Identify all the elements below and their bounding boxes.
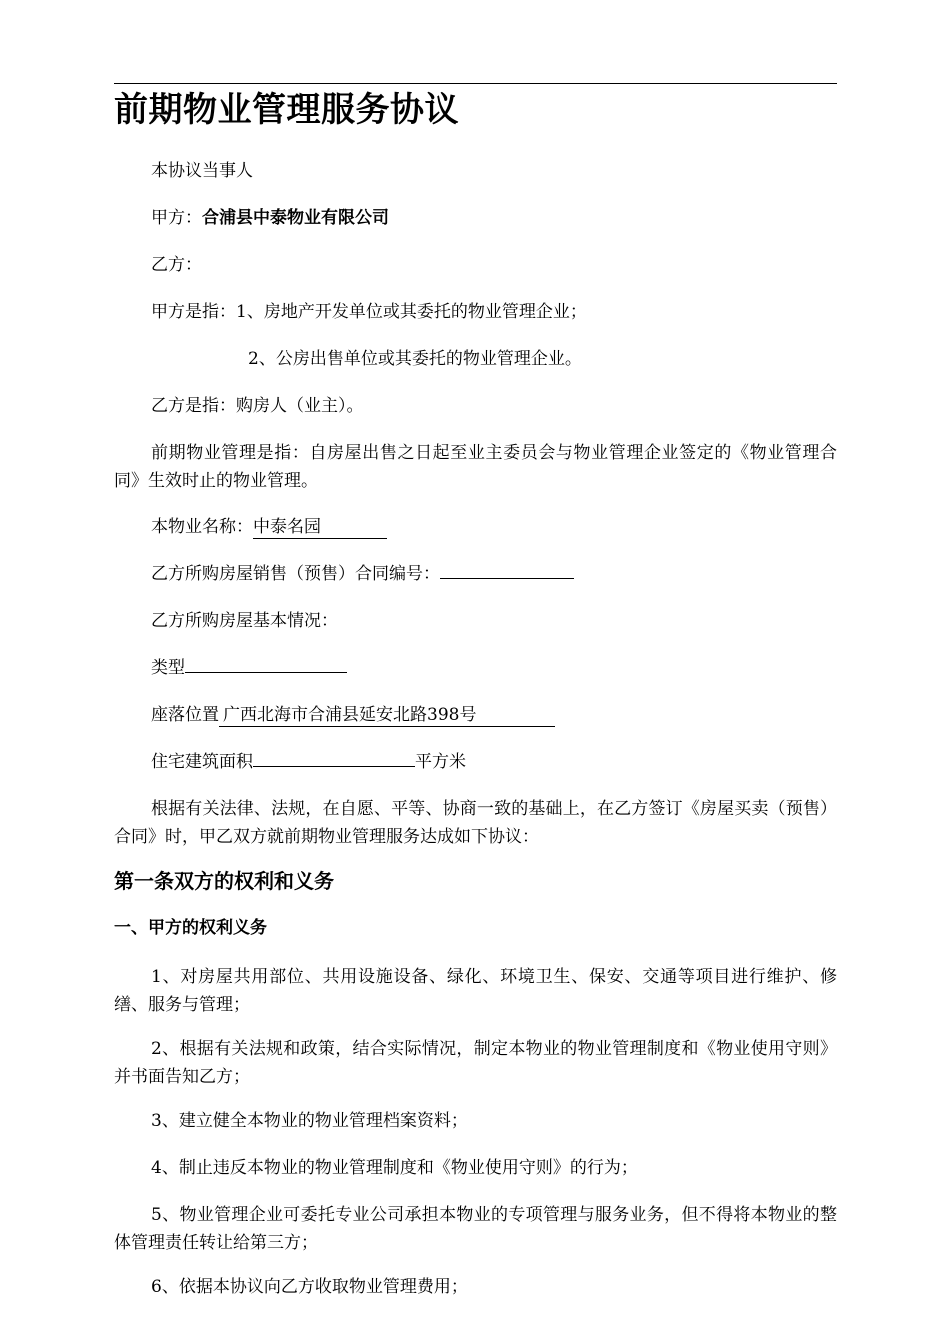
party-a-definition-2: 2、公房出售单位或其委托的物业管理企业。 [248,349,582,369]
area-unit: 平方米 [415,752,466,772]
section-1-heading: 一、甲方的权利义务 [114,918,267,938]
list-item: 1、对房屋共用部位、共用设施设备、绿化、环境卫生、保安、交通等项目进行维护、修缮、服务与管理； [114,967,837,1015]
party-a-definition-1: 甲方是指：1、房地产开发单位或其委托的物业管理企业； [151,302,587,322]
type-blank [185,654,347,673]
contract-number-label: 乙方所购房屋销售（预售）合同编号： [151,564,440,584]
agreement-basis: 根据有关法律、法规，在自愿、平等、协商一致的基础上，在乙方签订《房屋买卖（预售）合同》时，甲乙双方就前期物业管理服务达成如下协议： [114,799,837,847]
area-blank [253,748,415,767]
area-label: 住宅建筑面积 [151,752,253,772]
type-line [114,654,837,682]
list-item: 5、物业管理企业可委托专业公司承担本物业的专项管理与服务业务，但不得将本物业的整体管理责任转让给第三方； [114,1205,837,1253]
property-name-label: 本物业名称： [151,517,253,537]
property-name-value: 中泰名园 [253,516,387,539]
document-title: 前期物业管理服务协议 [114,90,459,130]
article-1-heading: 第一条双方的权利和义务 [114,869,334,893]
list-item: 6、依据本协议向乙方收取物业管理费用； [151,1277,468,1297]
list-item: 3、建立健全本物业的物业管理档案资料； [151,1111,468,1131]
party-a-name: 合浦县中泰物业有限公司 [202,208,389,228]
property-name-line [114,513,837,541]
contract-number-blank [440,560,574,579]
area-line [114,748,837,776]
party-b-definition: 乙方是指：购房人（业主）。 [151,396,364,416]
type-label: 类型 [151,658,185,678]
top-rule [114,83,837,84]
early-management-definition: 前期物业管理是指：自房屋出售之日起至业主委员会与物业管理企业签定的《物业管理合同》生效时止的物业管理。 [114,443,837,491]
list-item: 4、制止违反本物业的物业管理制度和《物业使用守则》的行为； [151,1158,638,1178]
list-item: 2、根据有关法规和政策，结合实际情况，制定本物业的物业管理制度和《物业使用守则》并书面告知乙方； [114,1039,837,1087]
parties-heading: 本协议当事人 [151,161,253,181]
house-info-label: 乙方所购房屋基本情况： [151,611,338,631]
location-line [114,701,837,729]
contract-number-line [114,560,837,588]
location-value: 广西北海市合浦县延安北路398号 [219,704,555,727]
location-label: 座落位置 [151,705,219,725]
party-a-label: 甲方： [151,208,202,228]
party-a-line [114,204,837,232]
party-b-label: 乙方： [151,255,202,275]
